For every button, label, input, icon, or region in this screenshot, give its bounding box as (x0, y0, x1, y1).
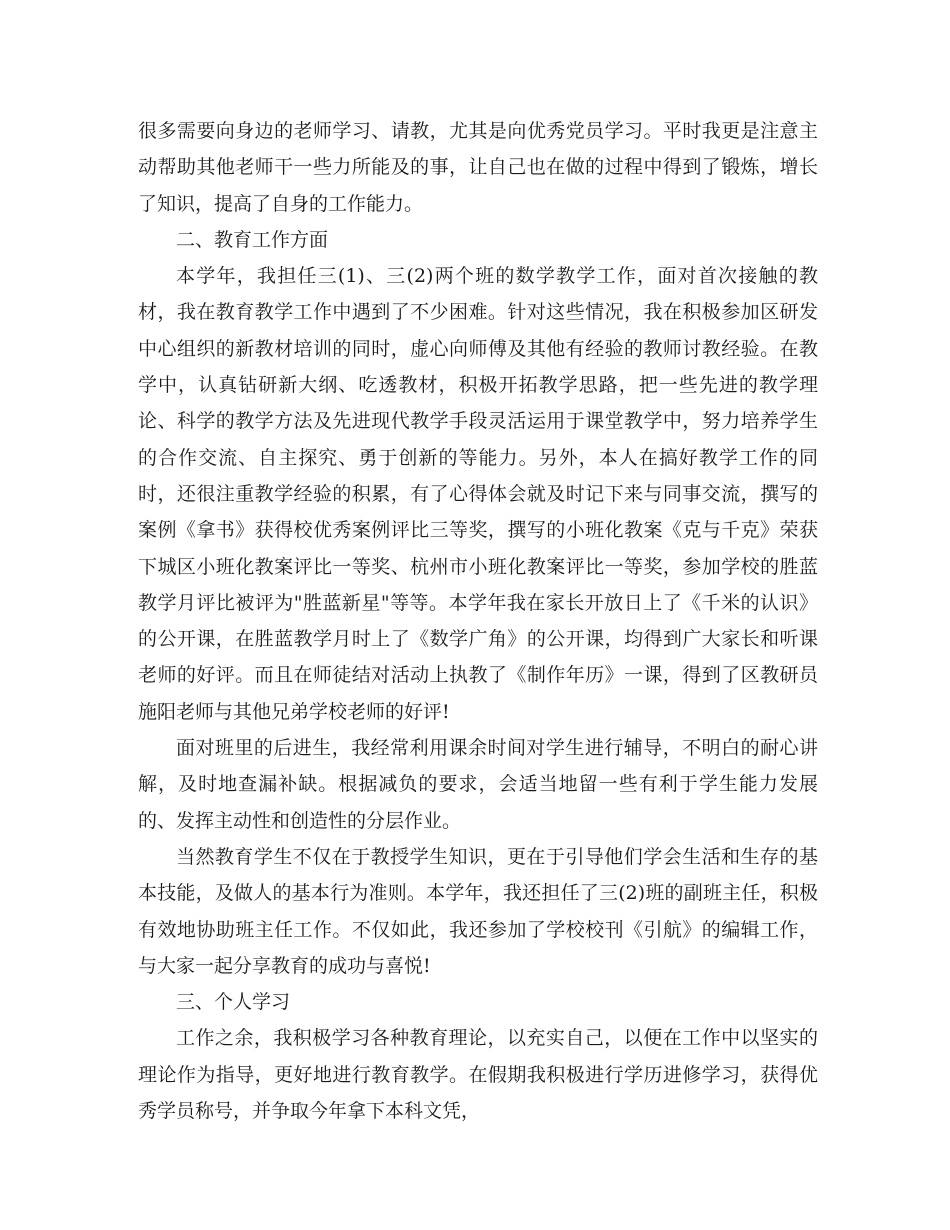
paragraph-continuation: 很多需要向身边的老师学习、请教，尤其是向优秀党员学习。平时我更是注意主动帮助其他老师干一些力所能及的事，让自己也在做的过程中得到了锻炼，增长了知识，提高了自身的工作能力。 (138, 120, 818, 215)
paragraph-tutoring: 面对班里的后进生，我经常利用课余时间对学生进行辅导，不明白的耐心讲解，及时地查漏补缺。根据减负的要求，会适当地留一些有利于学生能力发展的、发挥主动性和创造性的分层作业。 (138, 737, 818, 832)
section-heading-personal-study: 三、个人学习 (176, 991, 291, 1014)
document-body (138, 113, 818, 1129)
paragraph-teaching: 本学年，我担任三(1)、三(2)两个班的数学教学工作，面对首次接触的教材，我在教育教学工作中遇到了不少困难。针对这些情况，我在积极参加区研发中心组织的新教材培训的同时，虚心向师傅及其他有经验的教师讨教经验。在教学中，认真钻研新大纲、吃透教材，积极开拓教学思路，把一些先进的教学理论、科学的教学方法及先进现代教学手段灵活运用于课堂教学中，努力培养学生的合作交流、自主探究、勇于创新的等能力。另外，本人在搞好教学工作的同时，还很注重教学经验的积累，有了心得体会就及时记下来与同事交流，撰写的案例《拿书》获得校优秀案例评比三等奖，撰写的小班化教案《克与千克》荣获下城区小班化教案评比一等奖、杭州市小班化教案评比一等奖，参加学校的胜蓝教学月评比被评为"胜蓝新星"等等。本学年我在家长开放日上了《千米的认识》的公开课，在胜蓝教学月时上了《数学广角》的公开课，均得到广大家长和听课老师的好评。而且在师徒结对活动上执教了《制作年历》一课，得到了区教研员施阳老师与其他兄弟学校老师的好评! (138, 265, 818, 723)
paragraph-education-values: 当然教育学生不仅在于教授学生知识，更在于引导他们学会生活和生存的基本技能，及做人的基本行为准则。本学年，我还担任了三(2)班的副班主任，积极有效地协助班主任工作。不仅如此，我还参加了学校校刊《引航》的编辑工作，与大家一起分享教育的成功与喜悦! (138, 845, 818, 977)
section-heading-education: 二、教育工作方面 (176, 228, 329, 251)
paragraph-study: 工作之余，我积极学习各种教育理论，以充实自己，以便在工作中以坚实的理论作为指导，更好地进行教育教学。在假期我积极进行学历进修学习，获得优秀学员称号，并争取今年拿下本科文凭， (138, 1027, 818, 1123)
